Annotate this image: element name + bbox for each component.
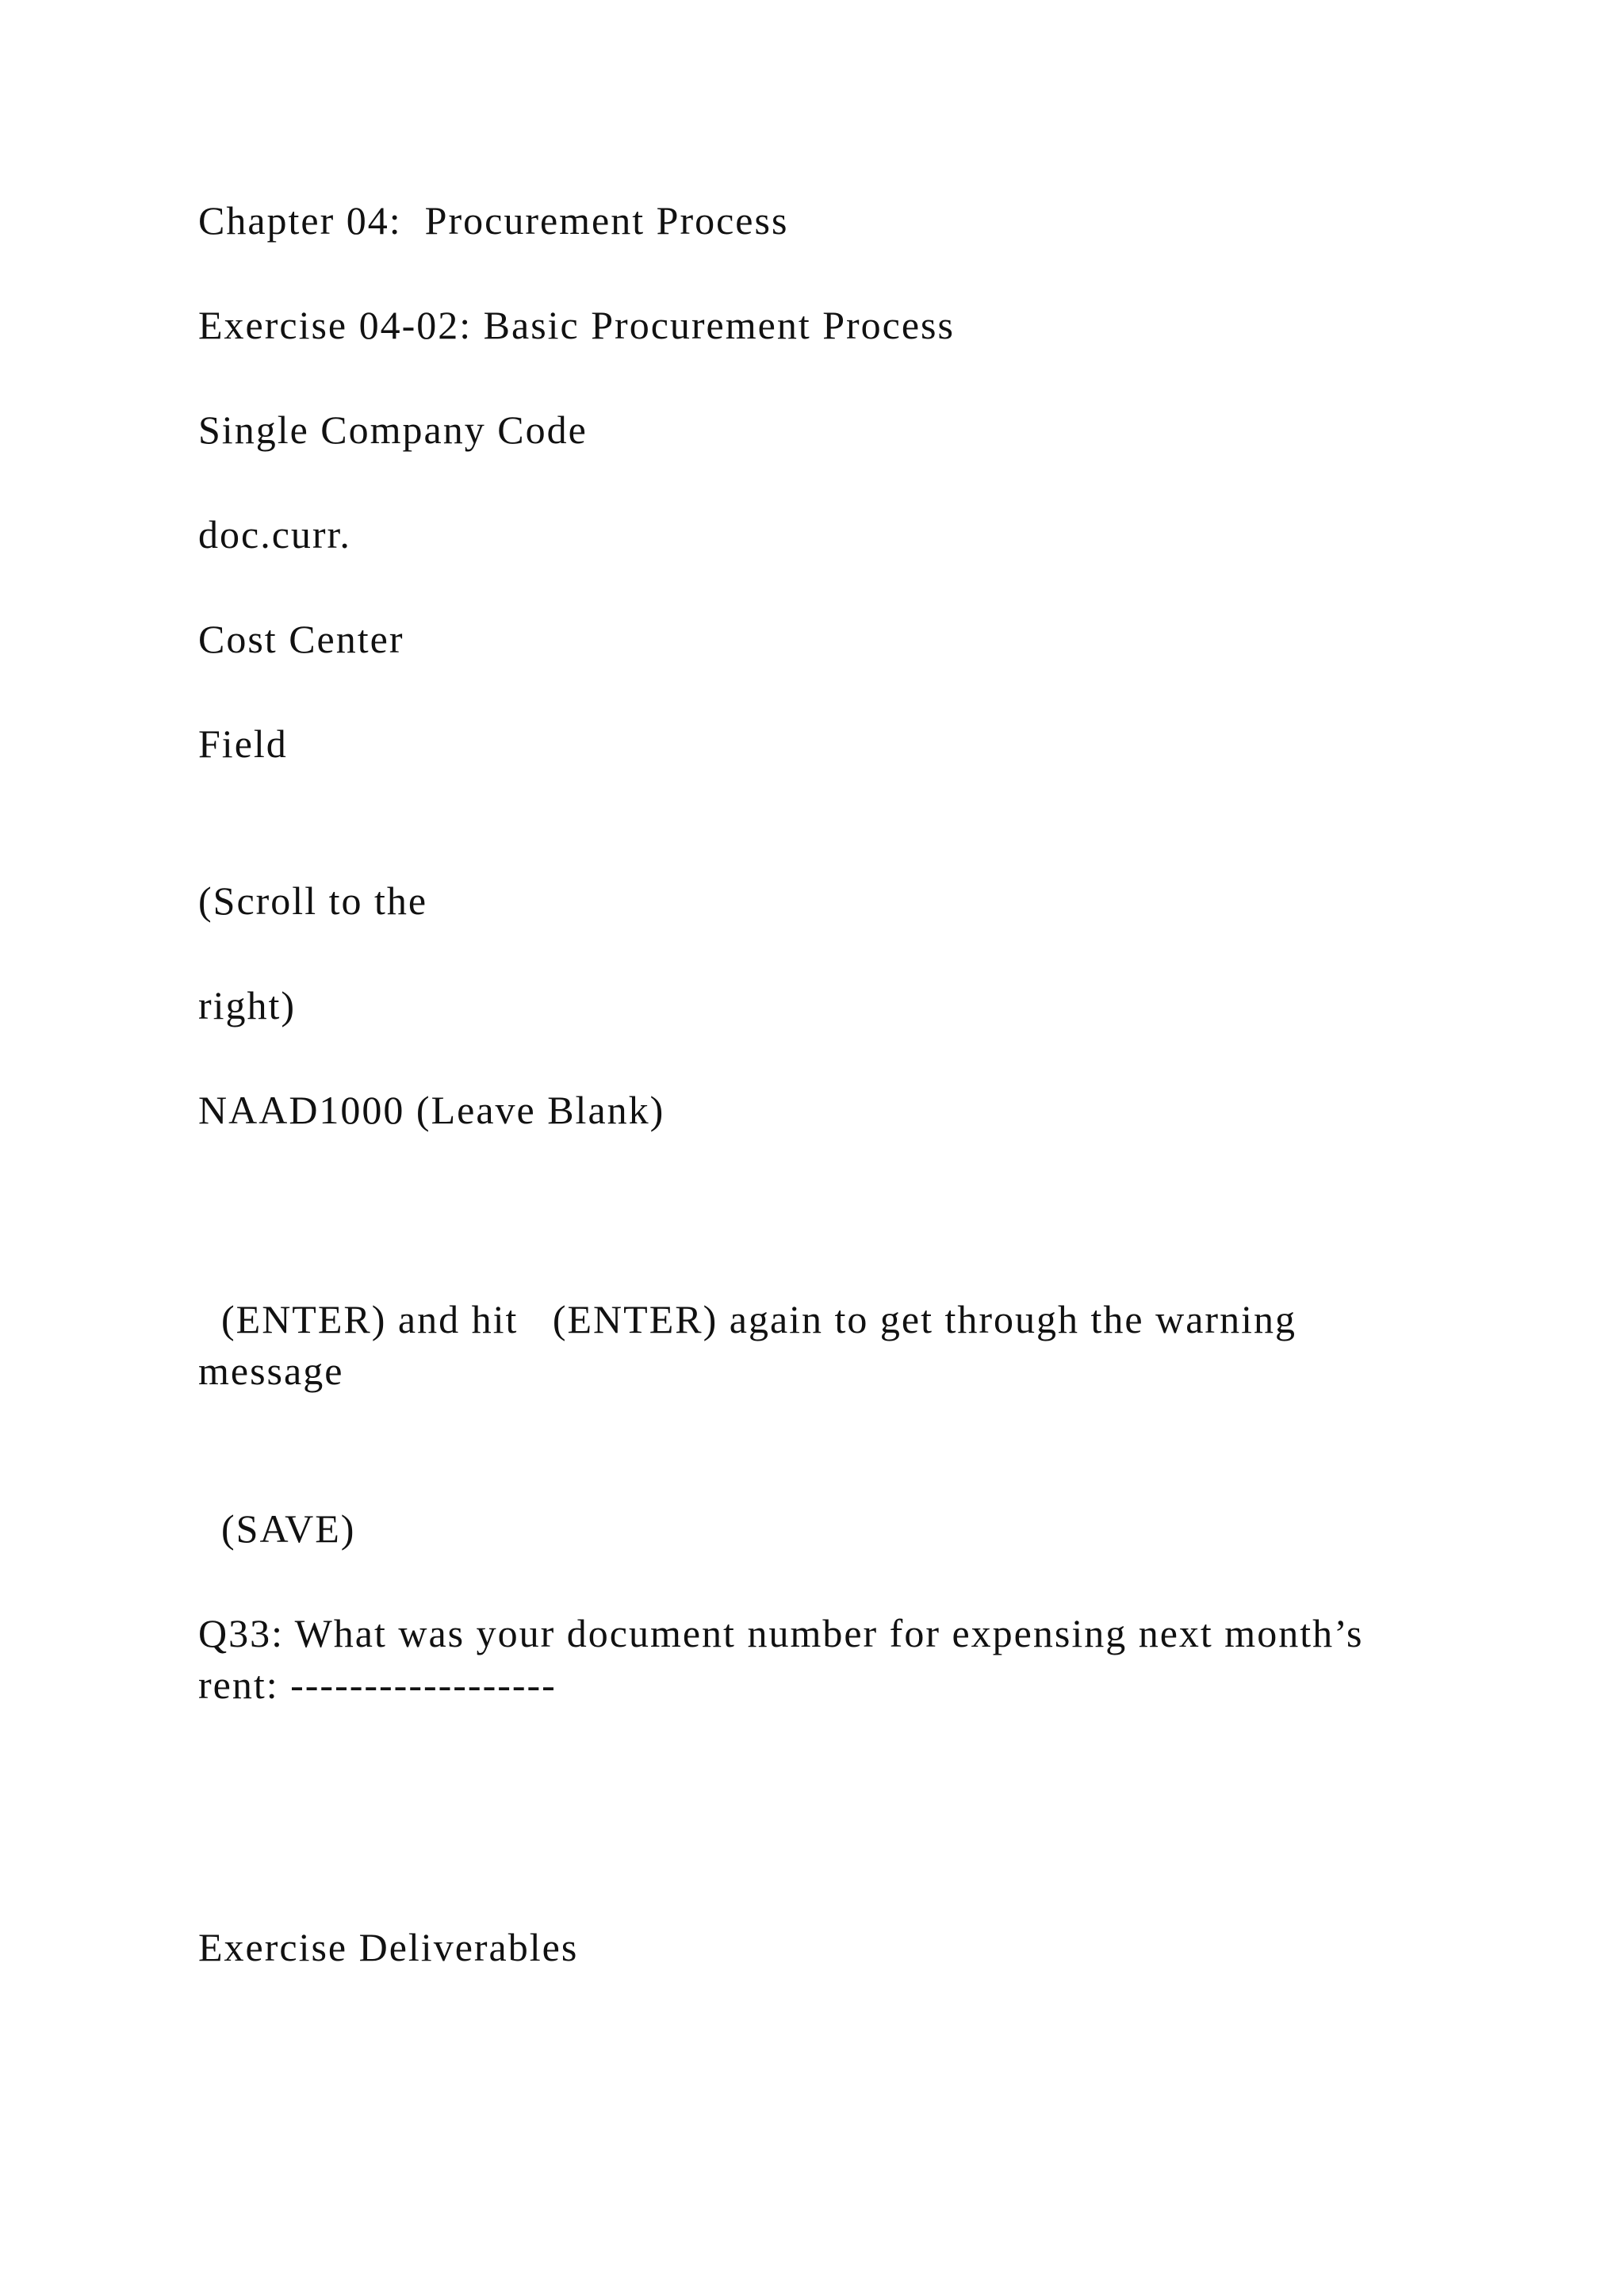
- chapter-title: Chapter 04: Procurement Process: [198, 198, 789, 243]
- save-instruction: (SAVE): [198, 1506, 356, 1551]
- cost-center-value: NAAD1000 (Leave Blank): [198, 1088, 665, 1132]
- company-code-label: Single Company Code: [198, 408, 588, 452]
- question-q33: Q33: What was your document number for expensing next month’s rent: ------------------: [198, 1611, 1375, 1707]
- cost-center-label: Cost Center: [198, 617, 404, 661]
- doc-curr-label: doc.curr.: [198, 512, 351, 557]
- scroll-hint-line-1: (Scroll to the: [198, 878, 428, 923]
- scroll-hint-line-2: right): [198, 983, 297, 1027]
- deliverables-heading: Exercise Deliverables: [198, 1925, 579, 1969]
- enter-instruction: (ENTER) and hit (ENTER) again to get through the warning message: [198, 1297, 1308, 1393]
- exercise-title: Exercise 04-02: Basic Procurement Process: [198, 303, 955, 347]
- field-label: Field: [198, 721, 288, 766]
